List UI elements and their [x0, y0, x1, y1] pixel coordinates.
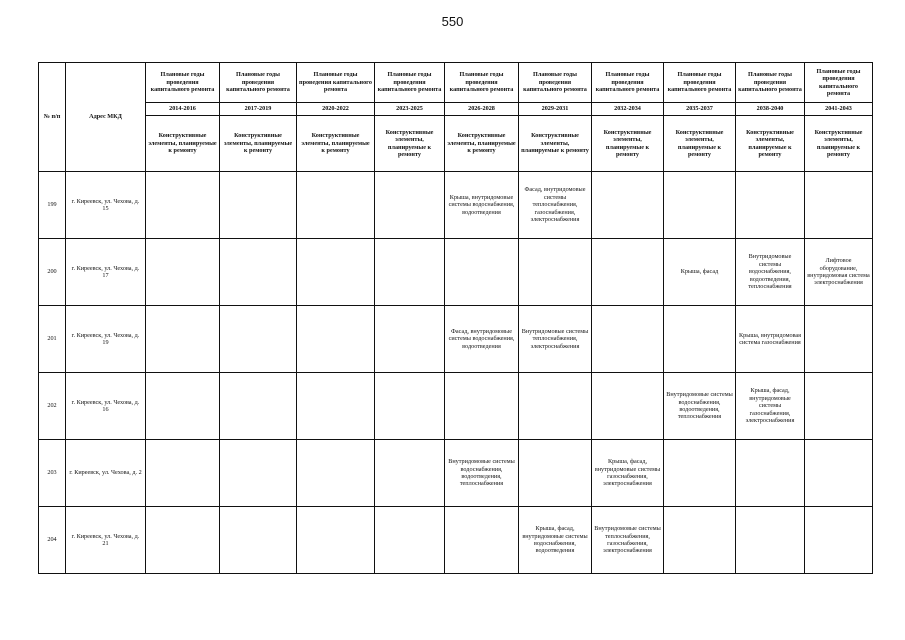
header-address: Адрес МКД: [66, 63, 146, 172]
repair-elements-cell: [146, 172, 220, 239]
repair-elements-cell: Крыша, фасад, внутридомовые системы газоснабжения, электроснабжения: [592, 440, 664, 507]
period-elements-header: Конструктивные элементы, планируемые к ремонту: [805, 116, 873, 172]
repair-elements-cell: [297, 172, 375, 239]
repair-elements-cell: [375, 440, 445, 507]
table-row: [39, 373, 873, 440]
repair-elements-cell: [445, 373, 519, 440]
period-years: 2026-2028: [445, 103, 519, 116]
repair-elements-cell: [220, 440, 297, 507]
repair-elements-cell: [297, 440, 375, 507]
repair-elements-cell: [805, 507, 873, 574]
period-years: 2041-2043: [805, 103, 873, 116]
period-title: Плановые годы проведения капитального ремонта: [445, 63, 519, 103]
repair-elements-cell: Фасад, внутридомовые системы теплоснабжения, газоснабжения, электроснабжения: [519, 172, 592, 239]
repair-elements-cell: [146, 373, 220, 440]
row-number: 199: [39, 172, 66, 239]
repair-elements-cell: Фасад, внутридомовые системы водоснабжения, водоотведения: [445, 306, 519, 373]
repair-elements-cell: [736, 440, 805, 507]
repair-elements-cell: Внутридомовые системы водоснабжения, водоотведения, теплоснабжения: [664, 373, 736, 440]
repair-elements-cell: [445, 507, 519, 574]
row-address: г. Киреевск, ул. Чехова, д. 15: [66, 172, 146, 239]
repair-elements-cell: [805, 373, 873, 440]
repair-elements-cell: [664, 507, 736, 574]
repair-elements-cell: [220, 507, 297, 574]
row-address: г. Киреевск, ул. Чехова, д. 21: [66, 507, 146, 574]
repair-elements-cell: [664, 306, 736, 373]
page-number: 550: [441, 14, 464, 29]
row-address: г. Киреевск, ул. Чехова, д. 19: [66, 306, 146, 373]
repair-elements-cell: Крыша, фасад: [664, 239, 736, 306]
repair-elements-cell: [375, 507, 445, 574]
repair-elements-cell: Внутридомовые системы водоснабжения, водоотведения, теплоснабжения: [736, 239, 805, 306]
repair-elements-cell: [519, 373, 592, 440]
table-row: [39, 172, 873, 239]
repair-elements-cell: Крыша, фасад, внутридомовые системы газоснабжения, электроснабжения: [736, 373, 805, 440]
period-years: 2029-2031: [519, 103, 592, 116]
repair-elements-cell: [220, 306, 297, 373]
repair-elements-cell: [220, 172, 297, 239]
repair-elements-cell: Крыша, внутридомовая система газоснабжения: [736, 306, 805, 373]
repair-elements-cell: [592, 239, 664, 306]
period-title: Плановые годы проведения капитального ремонта: [664, 63, 736, 103]
period-title: Плановые годы проведения капитального ремонта: [805, 63, 873, 103]
row-address: г. Киреевск, ул. Чехова, д. 17: [66, 239, 146, 306]
table-row: [39, 306, 873, 373]
repair-elements-cell: [805, 306, 873, 373]
table-row: [39, 507, 873, 574]
period-years: 2017-2019: [220, 103, 297, 116]
period-elements-header: Конструктивные элементы, планируемые к ремонту: [220, 116, 297, 172]
repair-elements-cell: Крыша, внутридомовые системы водоснабжения, водоотведения: [445, 172, 519, 239]
period-title: Плановые годы проведения капитального ремонта: [592, 63, 664, 103]
period-elements-header: Конструктивные элементы, планируемые к ремонту: [146, 116, 220, 172]
period-years: 2014-2016: [146, 103, 220, 116]
table-row: [39, 440, 873, 507]
repair-elements-cell: [375, 172, 445, 239]
repair-elements-cell: [445, 239, 519, 306]
repair-elements-cell: [375, 306, 445, 373]
period-title: Плановые годы проведения капитального ремонта: [220, 63, 297, 103]
repair-elements-cell: Внутридомовые системы теплоснабжения, электроснабжения: [519, 306, 592, 373]
row-number: 200: [39, 239, 66, 306]
repair-elements-cell: [297, 373, 375, 440]
period-years: 2032-2034: [592, 103, 664, 116]
repair-elements-cell: [805, 440, 873, 507]
period-years: 2035-2037: [664, 103, 736, 116]
repair-elements-cell: [375, 373, 445, 440]
header-num: № п/п: [39, 63, 66, 172]
repair-elements-cell: [297, 507, 375, 574]
period-elements-header: Конструктивные элементы, планируемые к ремонту: [736, 116, 805, 172]
row-number: 204: [39, 507, 66, 574]
repair-elements-cell: [146, 239, 220, 306]
row-number: 203: [39, 440, 66, 507]
period-years: 2023-2025: [375, 103, 445, 116]
row-address: г. Киреевск, ул. Чехова, д. 2: [66, 440, 146, 507]
period-title: Плановые годы проведения капитального ремонта: [519, 63, 592, 103]
table-row: [39, 239, 873, 306]
repair-elements-cell: [220, 373, 297, 440]
repair-elements-cell: [519, 239, 592, 306]
repair-elements-cell: [519, 440, 592, 507]
repair-elements-cell: [592, 172, 664, 239]
period-elements-header: Конструктивные элементы, планируемые к ремонту: [519, 116, 592, 172]
period-title: Плановые годы проведения капитального ремонта: [146, 63, 220, 103]
repair-elements-cell: [297, 239, 375, 306]
period-title: Плановые годы проведения капитального ремонта: [736, 63, 805, 103]
repair-elements-cell: [805, 172, 873, 239]
repair-elements-cell: [375, 239, 445, 306]
repair-schedule-table: [38, 62, 873, 574]
repair-elements-cell: [146, 306, 220, 373]
period-title: Плановые годы проведения капитального ремонта: [297, 63, 375, 103]
row-address: г. Киреевск, ул. Чехова, д. 16: [66, 373, 146, 440]
period-title: Плановые годы проведения капитального ремонта: [375, 63, 445, 103]
period-elements-header: Конструктивные элементы, планируемые к ремонту: [297, 116, 375, 172]
row-number: 201: [39, 306, 66, 373]
repair-elements-cell: [297, 306, 375, 373]
repair-elements-cell: [664, 172, 736, 239]
period-elements-header: Конструктивные элементы, планируемые к ремонту: [445, 116, 519, 172]
repair-elements-cell: Внутридомовые системы водоснабжения, водоотведения, теплоснабжения: [445, 440, 519, 507]
repair-elements-cell: Внутридомовые системы теплоснабжения, газоснабжения, электроснабжения: [592, 507, 664, 574]
repair-elements-cell: [146, 440, 220, 507]
period-years: 2020-2022: [297, 103, 375, 116]
period-years: 2038-2040: [736, 103, 805, 116]
period-elements-header: Конструктивные элементы, планируемые к ремонту: [664, 116, 736, 172]
repair-elements-cell: [664, 440, 736, 507]
repair-elements-cell: [736, 172, 805, 239]
repair-elements-cell: [146, 507, 220, 574]
repair-elements-cell: Крыша, фасад, внутридомовые системы водоснабжения, водоотведения: [519, 507, 592, 574]
repair-elements-cell: [220, 239, 297, 306]
repair-elements-cell: [736, 507, 805, 574]
repair-elements-cell: [592, 306, 664, 373]
period-elements-header: Конструктивные элементы, планируемые к ремонту: [592, 116, 664, 172]
repair-elements-cell: Лифтовое оборудование, внутридомовая система электроснабжения: [805, 239, 873, 306]
repair-elements-cell: [592, 373, 664, 440]
period-elements-header: Конструктивные элементы, планируемые к ремонту: [375, 116, 445, 172]
row-number: 202: [39, 373, 66, 440]
